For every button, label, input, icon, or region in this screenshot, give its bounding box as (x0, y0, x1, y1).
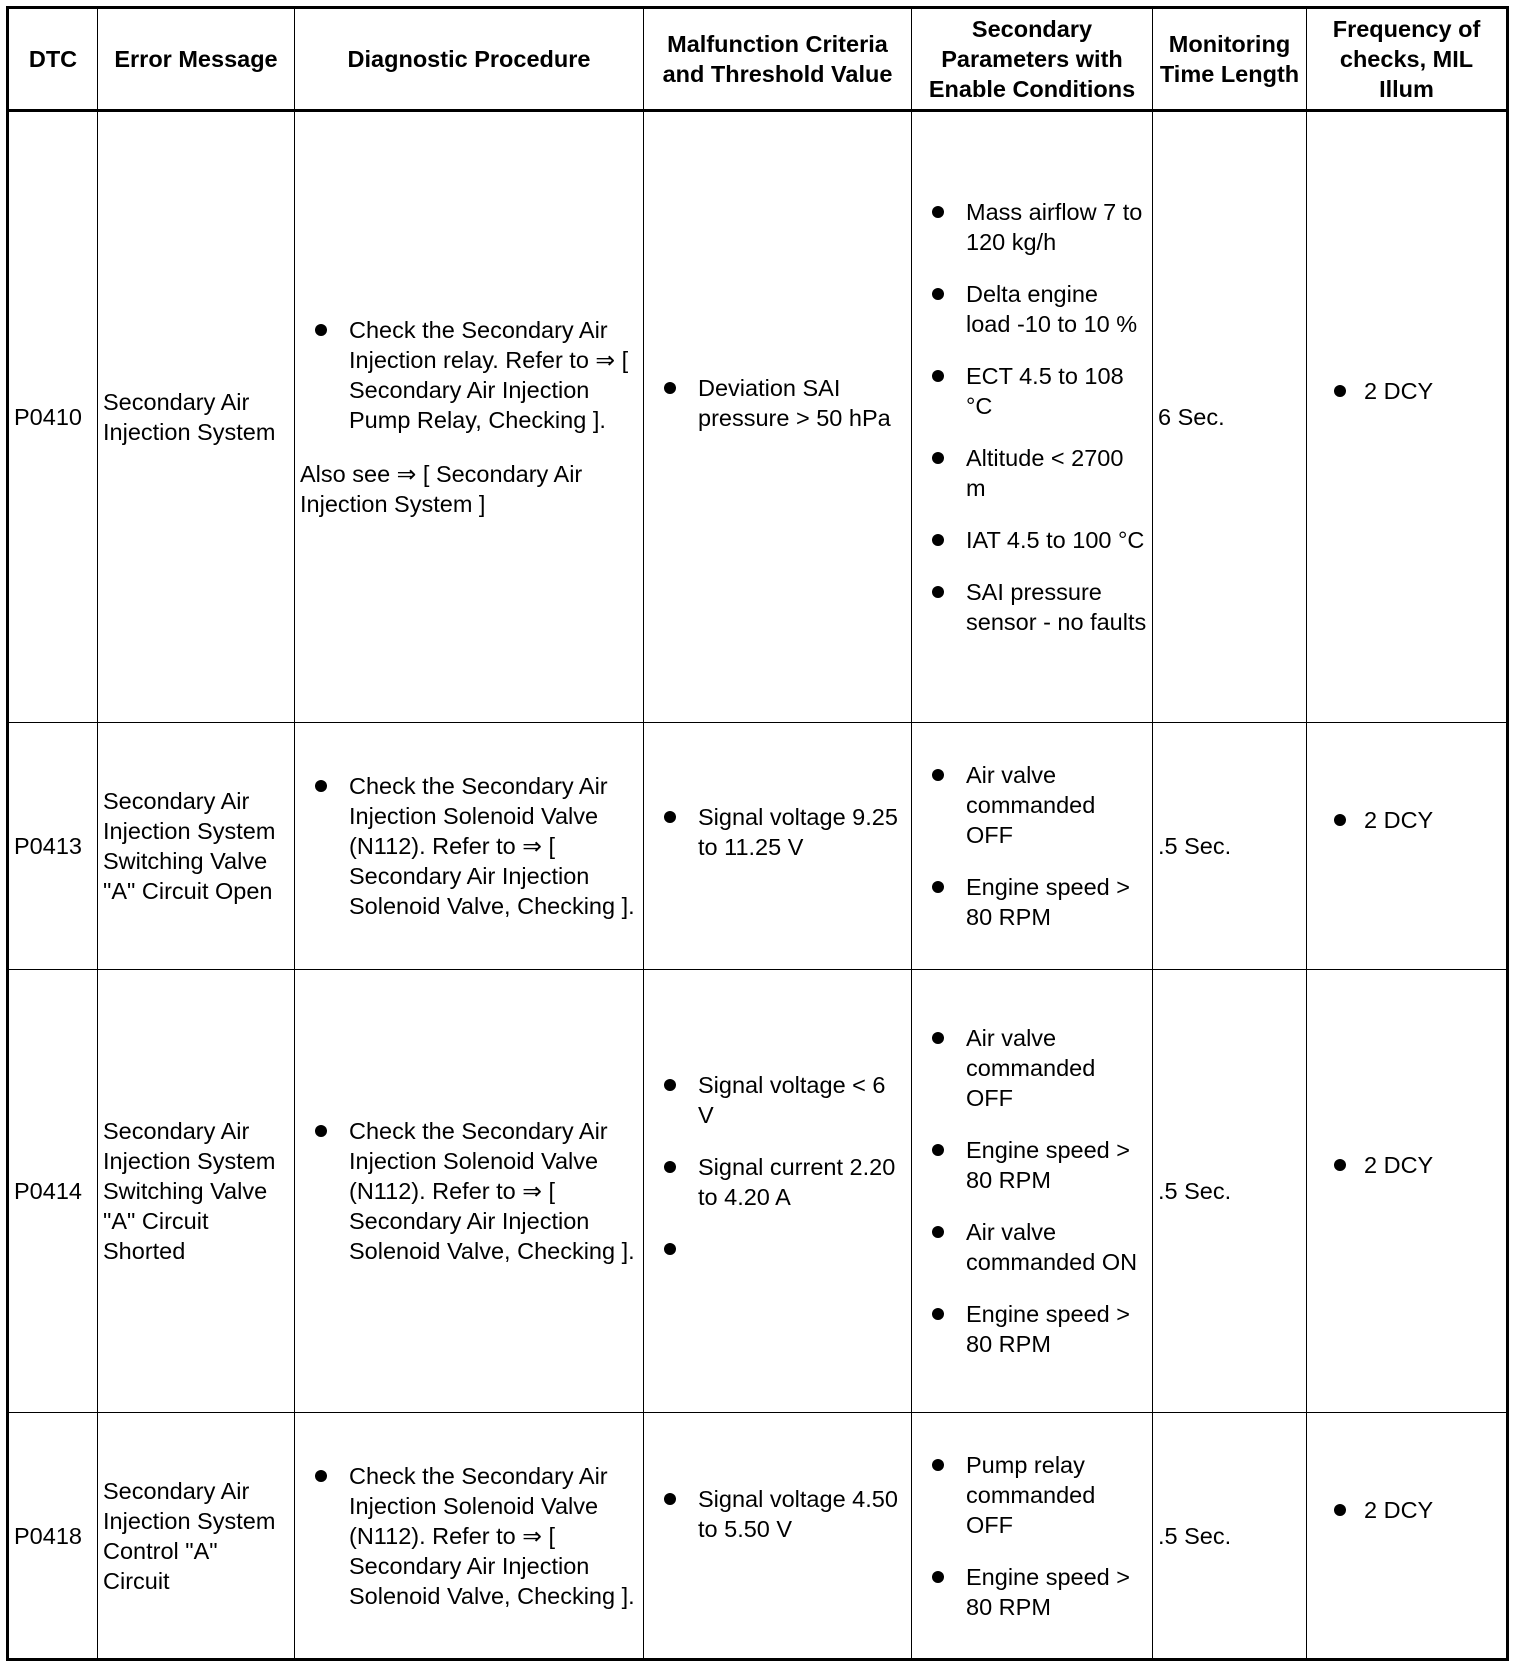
procedure-bullet: Check the Secondary Air Injection Solenoid Valve (N112). Refer to ⇒ [ Secondary Air Injection Solenoid Valve, Checking ]. (300, 1461, 638, 1611)
header-malfunction-criteria: Malfunction Criteria and Threshold Value (644, 8, 912, 111)
monitoring-time: .5 Sec. (1153, 1413, 1307, 1660)
frequency (1307, 723, 1508, 970)
secondary-parameters (912, 1413, 1153, 1660)
table-header (8, 8, 1508, 111)
malfunction-criteria (644, 111, 912, 723)
frequency-bullet: 2 DCY (1312, 376, 1501, 406)
header-dtc: DTC (8, 8, 98, 111)
secondary-bullet: Air valve commanded ON (917, 1217, 1147, 1277)
secondary-bullet: Engine speed > 80 RPM (917, 1299, 1147, 1359)
procedure-bullet: Check the Secondary Air Injection Solenoid Valve (N112). Refer to ⇒ [ Secondary Air Injection Solenoid Valve, Checking ]. (300, 771, 638, 921)
secondary-bullet: Engine speed > 80 RPM (917, 872, 1147, 932)
secondary-bullet: Air valve commanded OFF (917, 1023, 1147, 1113)
procedure-bullet: Check the Secondary Air Injection Solenoid Valve (N112). Refer to ⇒ [ Secondary Air Injection Solenoid Valve, Checking ]. (300, 1116, 638, 1266)
error-message: Secondary Air Injection System Switching Valve "A" Circuit Shorted (98, 970, 295, 1413)
malfunction-bullet: Signal voltage 9.25 to 11.25 V (649, 802, 906, 862)
malfunction-bullet-empty (649, 1234, 906, 1264)
secondary-bullet: SAI pressure sensor - no faults (917, 577, 1147, 637)
procedure-bullet: Check the Secondary Air Injection relay. Refer to ⇒ [ Secondary Air Injection Pump Relay, Checking ]. (300, 315, 638, 435)
monitoring-time: 6 Sec. (1153, 111, 1307, 723)
secondary-parameters (912, 723, 1153, 970)
error-message: Secondary Air Injection System (98, 111, 295, 723)
secondary-parameters (912, 111, 1153, 723)
table-row (8, 1413, 1508, 1660)
secondary-bullet: IAT 4.5 to 100 °C (917, 525, 1147, 555)
header-error-message: Error Message (98, 8, 295, 111)
secondary-bullet: Altitude < 2700 m (917, 443, 1147, 503)
procedure-note: Also see ⇒ [ Secondary Air Injection System ] (300, 461, 583, 517)
frequency-bullet: 2 DCY (1312, 1495, 1501, 1525)
frequency-bullet: 2 DCY (1312, 805, 1501, 835)
error-message: Secondary Air Injection System Control "A" Circuit (98, 1413, 295, 1660)
dtc-code: P0418 (8, 1413, 98, 1660)
malfunction-criteria (644, 723, 912, 970)
frequency (1307, 111, 1508, 723)
monitoring-time: .5 Sec. (1153, 723, 1307, 970)
frequency (1307, 1413, 1508, 1660)
malfunction-bullet: Signal current 2.20 to 4.20 A (649, 1152, 906, 1212)
table-row (8, 970, 1508, 1413)
table-row (8, 111, 1508, 723)
diagnostic-procedure (295, 111, 644, 723)
frequency (1307, 970, 1508, 1413)
malfunction-bullet: Signal voltage 4.50 to 5.50 V (649, 1484, 906, 1544)
header-monitoring-time: Monitoring Time Length (1153, 8, 1307, 111)
secondary-bullet: Delta engine load -10 to 10 % (917, 279, 1147, 339)
header-frequency: Frequency of checks, MIL Illum (1307, 8, 1508, 111)
table-row (8, 723, 1508, 970)
secondary-bullet: Air valve commanded OFF (917, 760, 1147, 850)
diagnostic-procedure (295, 970, 644, 1413)
header-secondary-parameters: Secondary Parameters with Enable Conditions (912, 8, 1153, 111)
malfunction-bullet: Signal voltage < 6 V (649, 1070, 906, 1130)
dtc-code: P0413 (8, 723, 98, 970)
diagnostic-procedure (295, 1413, 644, 1660)
header-diagnostic-procedure: Diagnostic Procedure (295, 8, 644, 111)
dtc-table (6, 6, 1509, 1661)
malfunction-bullet: Deviation SAI pressure > 50 hPa (649, 373, 906, 433)
secondary-parameters (912, 970, 1153, 1413)
malfunction-criteria (644, 1413, 912, 1660)
secondary-bullet: Engine speed > 80 RPM (917, 1562, 1147, 1622)
dtc-code: P0414 (8, 970, 98, 1413)
secondary-bullet: Mass airflow 7 to 120 kg/h (917, 197, 1147, 257)
secondary-bullet: Engine speed > 80 RPM (917, 1135, 1147, 1195)
frequency-bullet: 2 DCY (1312, 1150, 1501, 1180)
secondary-bullet: Pump relay commanded OFF (917, 1450, 1147, 1540)
monitoring-time: .5 Sec. (1153, 970, 1307, 1413)
secondary-bullet: ECT 4.5 to 108 °C (917, 361, 1147, 421)
malfunction-criteria (644, 970, 912, 1413)
dtc-code: P0410 (8, 111, 98, 723)
error-message: Secondary Air Injection System Switching Valve "A" Circuit Open (98, 723, 295, 970)
diagnostic-procedure (295, 723, 644, 970)
